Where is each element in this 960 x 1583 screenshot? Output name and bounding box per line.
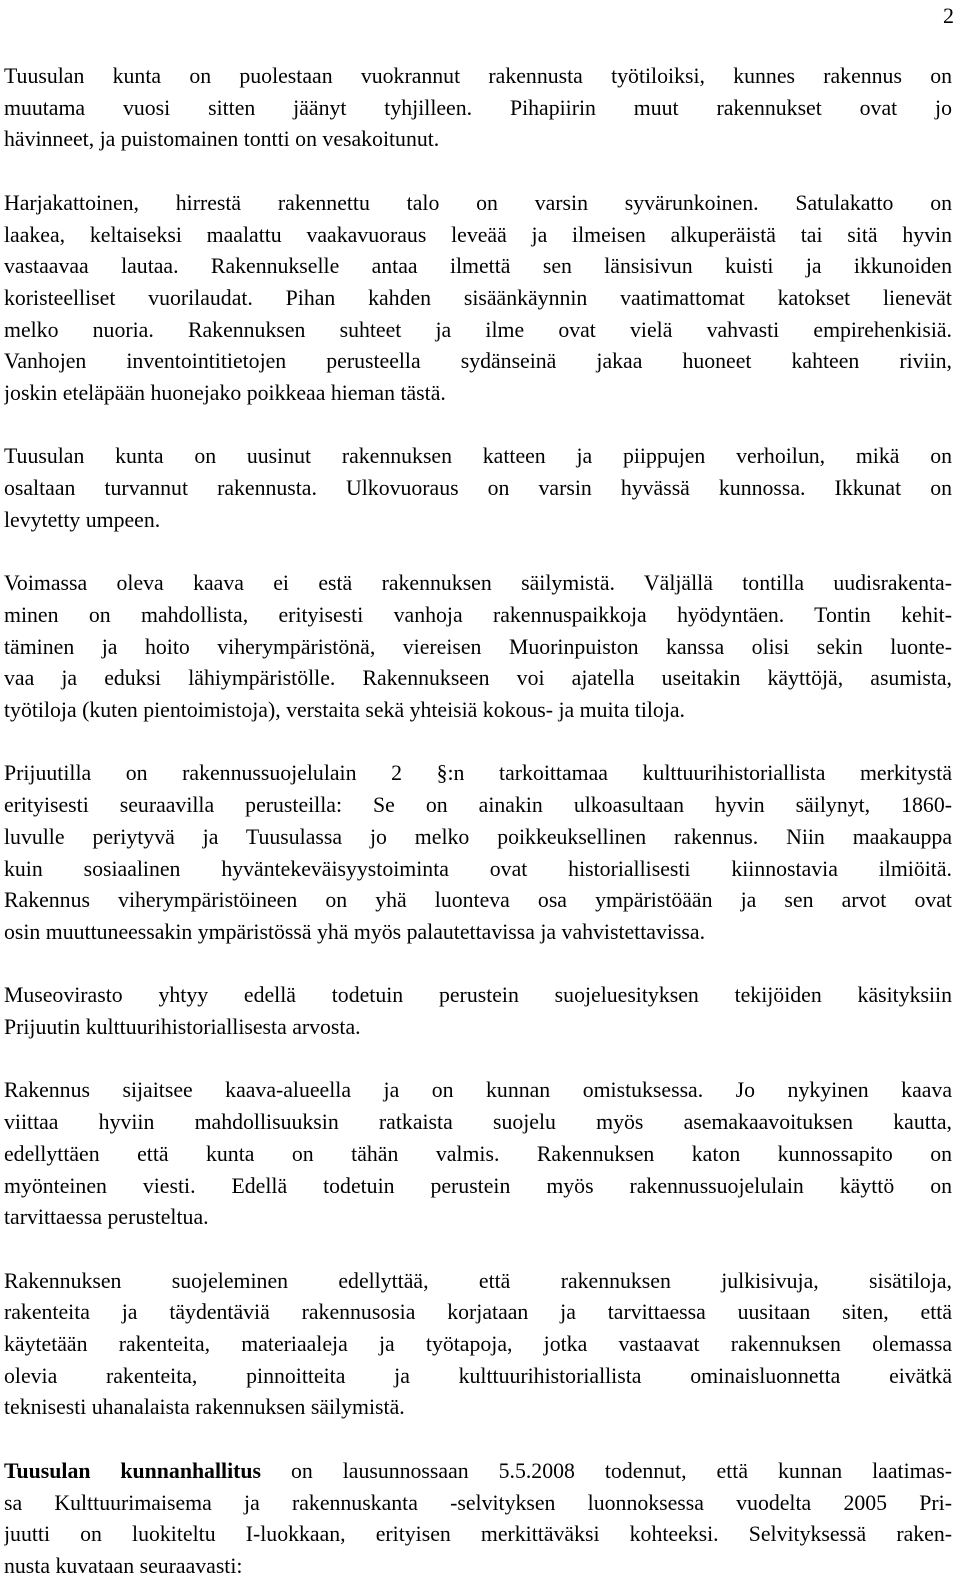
text-line: hävinneet, ja puistomainen tontti on vesakoitunut. [4,127,440,152]
text-line: tarvittaessa perusteltua. [4,1205,209,1230]
text-line: Rakennus viherympäristöineen on yhä luonteva osa ympäristöään ja sen arvot ovat [4,888,952,913]
paragraph [4,1266,952,1425]
paragraph [4,568,952,727]
text-line: vastaavaa lautaa. Rakennukselle antaa ilmettä sen länsisivun kuisti ja ikkunoiden [4,254,952,279]
text-line: joskin eteläpään huonejako poikkeaa hieman tästä. [4,381,446,406]
text-line: Rakennus sijaitsee kaava-alueella ja on kunnan omistuksessa. Jo nykyinen kaava [4,1078,952,1103]
paragraph [4,758,952,948]
text-line: edellyttäen että kunta on tähän valmis. Rakennuksen katon kunnossapito on [4,1141,952,1166]
text-line: sa Kulttuurimaisema ja rakennuskanta -selvityksen luonnoksessa vuodelta 2005 Pri- [4,1490,952,1515]
text-line: Vanhojen inventointitietojen perusteella sydänseinä jakaa huoneet kahteen riviin, [4,349,952,374]
text-line: Voimassa oleva kaava ei estä rakennuksen säilymistä. Väljällä tontilla uudisrakenta- [4,571,952,596]
text-line: Rakennuksen suojeleminen edellyttää, että rakennuksen julkisivuja, sisätiloja, [4,1268,952,1293]
text-line: täminen ja hoito viherympäristönä, viereisen Muorinpuiston kanssa olisi sekin luonte- [4,634,952,659]
paragraph [4,61,952,156]
text-line: Prijuutin kulttuurihistoriallisesta arvosta. [4,1015,361,1040]
first-line-rest: on lausunnossaan 5.5.2008 todennut, että kunnan laatimas- [261,1458,952,1483]
text-line: kuin sosiaalinen hyväntekeväisyystoiminta ovat historiallisesti kiinnostavia ilmiöitä. [4,856,952,881]
paragraph [4,1075,952,1234]
text-line: luvulle periytyvä ja Tuusulassa jo melko poikkeuksellinen rakennus. Niin maakauppa [4,824,952,849]
text-line: osin muuttuneessakin ympäristössä yhä myös palautettavissa ja vahvistettavissa. [4,919,706,944]
text-line: Harjakattoinen, hirrestä rakennettu talo on varsin syvärunkoinen. Satulakatto on [4,190,952,215]
text-line: teknisesti uhanalaista rakennuksen säilymistä. [4,1395,405,1420]
bold-lead: Tuusulan kunnanhallitus [4,1458,261,1483]
text-line: Museovirasto yhtyy edellä todetuin perustein suojeluesityksen tekijöiden käsityksiin [4,983,952,1008]
final-paragraph [4,1456,952,1583]
text-line: Prijuutilla on rakennussuojelulain 2 §:n tarkoittamaa kulttuurihistoriallista merkitystä [4,761,952,786]
text-line: myönteinen viesti. Edellä todetuin perustein myös rakennussuojelulain käyttö on [4,1173,952,1198]
text-line: erityisesti seuraavilla perusteilla: Se on ainakin ulkoasultaan hyvin säilynyt, 1860- [4,793,952,818]
text-line: muutama vuosi sitten jäänyt tyhjilleen. Pihapiirin muut rakennukset ovat jo [4,95,952,120]
text-line: vaa ja eduksi lähiympäristölle. Rakennukseen voi ajatella useitakin käyttöjä, asumista, [4,666,952,691]
text-line: rakenteita ja täydentäviä rakennusosia korjataan ja tarvittaessa uusitaan siten, että [4,1300,952,1325]
paragraph [4,980,952,1043]
document-body [4,61,952,1583]
text-line: osaltaan turvannut rakennusta. Ulkovuoraus on varsin hyvässä kunnossa. Ikkunat on [4,476,952,501]
page-number: 2 [943,3,954,28]
text-line: koristeelliset vuorilaudat. Pihan kahden sisäänkäynnin vaatimattomat katokset lienevät [4,285,952,310]
text-line: minen on mahdollista, erityisesti vanhoja rakennuspaikkoja hyödyntäen. Tontin kehit- [4,602,952,627]
paragraph [4,441,952,536]
text-line: työtiloja (kuten pientoimistoja), verstaita sekä yhteisiä kokous- ja muita tiloja. [4,698,686,723]
text-line: levytetty umpeen. [4,507,161,532]
text-line: käytetään rakenteita, materiaaleja ja työtapoja, jotka vastaavat rakennuksen olemassa [4,1332,952,1357]
text-line: Tuusulan kunta on uusinut rakennuksen katteen ja piippujen verhoilun, mikä on [4,444,952,469]
text-line [4,1456,952,1488]
paragraph [4,188,952,410]
text-line: nusta kuvataan seuraavasti: [4,1553,243,1578]
text-line: Tuusulan kunta on puolestaan vuokrannut rakennusta työtiloiksi, kunnes rakennus on [4,64,952,88]
text-line: viittaa hyviin mahdollisuuksin ratkaista suojelu myös asemakaavoituksen kautta, [4,1110,952,1135]
text-line: laakea, keltaiseksi maalattu vaakavuoraus leveää ja ilmeisen alkuperäistä tai sitä hyvin [4,222,952,247]
text-line: olevia rakenteita, pinnoitteita ja kulttuurihistoriallista ominaisluonnetta eivätkä [4,1363,952,1388]
text-line: juutti on luokiteltu I-luokkaan, erityisen merkittäväksi kohteeksi. Selvityksessä raken- [4,1522,952,1547]
text-line: melko nuoria. Rakennuksen suhteet ja ilme ovat vielä vahvasti empirehenkisiä. [4,317,952,342]
